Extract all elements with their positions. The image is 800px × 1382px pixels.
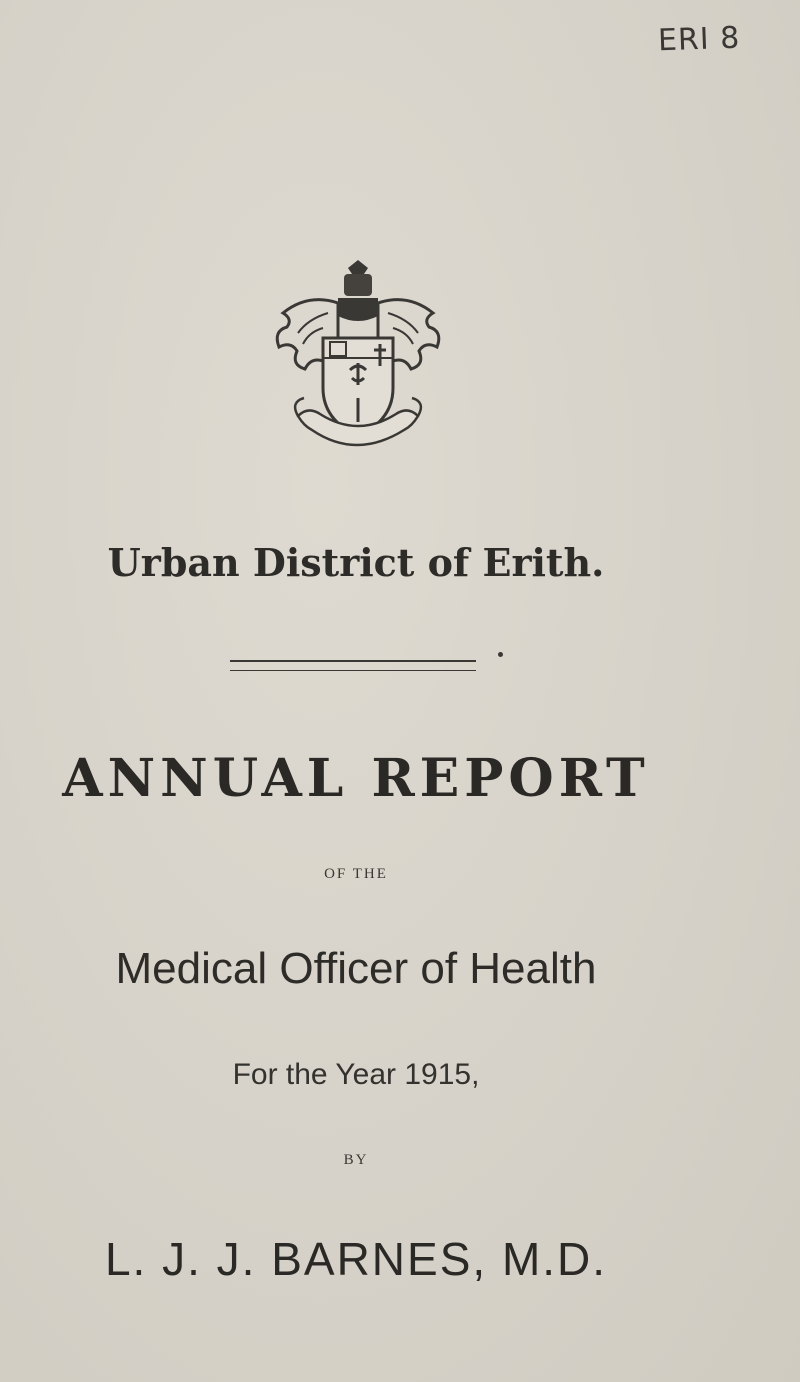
year-line: For the Year 1915,: [232, 1058, 480, 1091]
district-heading: Urban District of Erith.: [107, 540, 605, 585]
author-name: L. J. J. BARNES, M.D.: [104, 1233, 608, 1285]
ink-dot: [498, 652, 503, 657]
coat-of-arms-crest: [268, 258, 448, 458]
report-title: ANNUAL REPORT: [62, 748, 650, 809]
reference-mark: ERI 8: [657, 20, 741, 59]
double-rule-divider: [230, 660, 476, 671]
by-label: BY: [343, 1152, 369, 1168]
of-the-label: OF THE: [324, 866, 388, 882]
report-subtitle: Medical Officer of Health: [115, 944, 597, 993]
